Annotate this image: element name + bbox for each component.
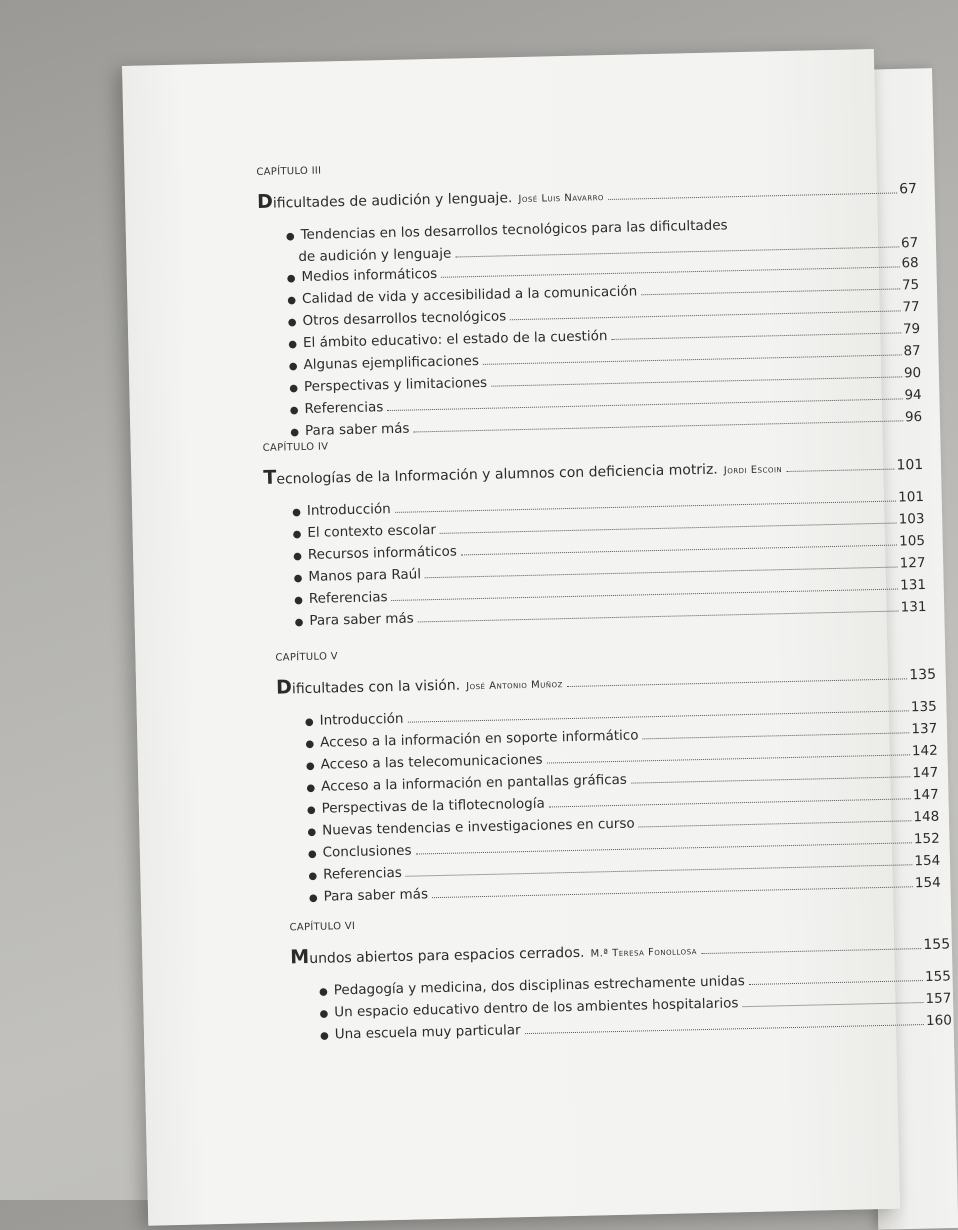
entry-title: Conclusiones <box>322 842 412 861</box>
entry-title: Para saber más <box>304 420 410 439</box>
page-number: 147 <box>912 786 939 804</box>
page-number: 79 <box>902 320 921 338</box>
entry-title: Introducción <box>306 501 391 519</box>
page-number: 75 <box>901 276 920 294</box>
bullet-icon: ● <box>288 339 298 351</box>
bullet-icon: ● <box>307 848 317 860</box>
page-number: 101 <box>896 456 924 474</box>
page-number: 105 <box>899 532 926 550</box>
dot-leader <box>461 545 897 556</box>
chapter-6 <box>289 907 952 1047</box>
entry-title: Acceso a la información en pantallas gráficas <box>320 771 628 795</box>
bullet-icon: ● <box>319 1008 329 1020</box>
entry-title: Referencias <box>304 399 384 417</box>
bullet-icon: ● <box>285 231 295 243</box>
page-number: 155 <box>923 936 951 954</box>
dot-leader <box>547 754 910 763</box>
chapter-title: Dificultades de audición y lenguaje. <box>256 190 513 213</box>
bullet-icon: ● <box>305 760 315 773</box>
dot-leader <box>432 886 913 898</box>
entry-title: Nuevas tendencias e investigaciones en curso <box>321 815 635 839</box>
chapter-author: Jordi Escoin <box>723 464 783 477</box>
entry-title: Pedagogía y medicina, dos disciplinas estrechamente unidas <box>333 973 745 999</box>
page-number: 77 <box>902 298 920 316</box>
bullet-icon: ● <box>294 617 304 629</box>
book-page <box>122 49 953 1226</box>
entry-title: El contexto escolar <box>307 521 437 541</box>
bullet-icon: ● <box>293 573 303 585</box>
section-list <box>291 966 952 1047</box>
entry-title: Acceso a la información en soporte informático <box>319 727 639 751</box>
page-number: 137 <box>911 720 938 738</box>
section-list <box>258 211 923 444</box>
entry-title: Acceso a las telecomunicaciones <box>320 751 543 773</box>
page-number: 148 <box>913 808 940 826</box>
page-number: 135 <box>910 698 937 716</box>
page-number: 87 <box>903 342 921 360</box>
bullet-icon: ● <box>287 295 297 307</box>
chapter-title: Mundos abiertos para espacios cerrados. <box>290 944 585 969</box>
chapter-3 <box>256 152 922 444</box>
dot-leader <box>639 820 912 827</box>
entry-title: Tendencias en los desarrollos tecnológicos para las dificultades <box>300 217 728 243</box>
dot-leader <box>701 948 921 954</box>
dot-leader <box>742 1002 923 1007</box>
dot-leader <box>643 732 910 739</box>
bullet-icon: ● <box>308 892 318 904</box>
chapter-title-row <box>276 663 936 702</box>
page-number: 90 <box>903 364 922 382</box>
chapter-title: Tecnologías de la Información y alumnos con deficiencia motriz. <box>263 461 718 489</box>
page-number: 67 <box>900 234 919 252</box>
page-number: 157 <box>925 990 952 1008</box>
dot-leader <box>483 354 902 364</box>
dot-leader <box>549 798 911 807</box>
entry-title: Para saber más <box>309 610 414 629</box>
page-number: 142 <box>911 742 938 760</box>
chapter-label: CAPÍTULO V <box>275 651 338 664</box>
bullet-icon: ● <box>289 383 299 395</box>
dot-leader <box>786 469 894 472</box>
bullet-icon: ● <box>319 1030 329 1042</box>
entry-title: Otros desarrollos tecnológicos <box>302 308 507 329</box>
chapter-5 <box>275 638 941 910</box>
page-number: 96 <box>904 408 923 426</box>
page-number: 67 <box>898 180 918 198</box>
entry-title: Perspectivas de la tiflotecnología <box>321 795 545 817</box>
page-number: 154 <box>914 874 941 892</box>
chapter-title: Dificultades con la visión. <box>275 676 461 699</box>
entry-title: Medios informáticos <box>301 265 438 285</box>
dot-leader <box>641 288 900 295</box>
bullet-icon: ● <box>292 529 302 541</box>
entry-title: El ámbito educativo: el estado de la cuestión <box>302 328 608 351</box>
chapter-title-row <box>263 453 923 492</box>
dot-leader <box>608 192 897 200</box>
entry-title: Un espacio educativo dentro de los ambientes hospitalarios <box>334 995 739 1021</box>
bullet-icon: ● <box>288 361 298 373</box>
dot-leader <box>491 376 902 386</box>
dot-leader <box>525 1024 924 1034</box>
chapter-4 <box>263 428 927 634</box>
entry-title: Algunas ejemplificaciones <box>303 352 480 373</box>
page-number: 155 <box>924 968 952 986</box>
dot-leader <box>418 611 899 623</box>
bullet-icon: ● <box>294 595 304 607</box>
chapter-title-row <box>290 932 950 971</box>
page-number: 94 <box>904 386 922 404</box>
bullet-icon: ● <box>318 986 328 998</box>
section-list <box>277 697 941 910</box>
entry-title-continued: de audición y lenguaje <box>298 245 452 266</box>
page-number: 160 <box>925 1012 953 1030</box>
page-number: 103 <box>898 510 925 528</box>
page-number: 127 <box>899 554 926 572</box>
bullet-icon: ● <box>287 317 297 329</box>
page-number: 68 <box>901 254 919 272</box>
page-number: 131 <box>900 576 927 594</box>
entry-title: Una escuela muy particular <box>334 1022 521 1043</box>
bullet-icon: ● <box>293 551 303 563</box>
entry-title: Para saber más <box>323 886 429 905</box>
entry-title: Recursos informáticos <box>307 543 458 563</box>
page-number: 135 <box>909 666 937 684</box>
dot-leader <box>612 332 902 340</box>
entry-title: Calidad de vida y accesibilidad a la comunicación <box>301 283 638 307</box>
chapter-label: CAPÍTULO VI <box>289 920 356 934</box>
chapter-title-row <box>257 177 917 216</box>
bullet-icon: ● <box>292 507 302 519</box>
entry-title: Manos para Raúl <box>308 566 422 585</box>
bullet-icon: ● <box>304 716 314 729</box>
dot-leader <box>749 980 923 985</box>
chapter-author: José Antonio Muñoz <box>466 679 563 693</box>
page-number: 131 <box>900 598 927 616</box>
bullet-icon: ● <box>289 405 299 417</box>
bullet-icon: ● <box>306 782 316 795</box>
page-number: 152 <box>913 830 940 848</box>
dot-leader <box>567 678 908 687</box>
page-number: 154 <box>914 852 941 870</box>
entry-title: Referencias <box>308 589 388 607</box>
section-list <box>264 487 927 634</box>
entry-title: Perspectivas y limitaciones <box>303 374 488 395</box>
chapter-label: CAPÍTULO III <box>256 165 322 178</box>
entry-title: Introducción <box>319 710 404 729</box>
chapter-label: CAPÍTULO IV <box>262 441 329 454</box>
bullet-icon: ● <box>306 804 316 816</box>
bullet-icon: ● <box>290 427 300 439</box>
dot-leader <box>631 776 911 783</box>
chapter-author: José Luis Navarro <box>518 192 605 206</box>
bullet-icon: ● <box>286 273 296 285</box>
bullet-icon: ● <box>308 870 318 882</box>
bullet-icon: ● <box>307 826 317 838</box>
entry-title: Referencias <box>322 864 403 883</box>
page-number: 147 <box>912 764 939 782</box>
dot-leader <box>510 310 900 320</box>
page-number: 101 <box>898 488 925 506</box>
chapter-author: M.ª Teresa Fonollosa <box>590 946 698 960</box>
bullet-icon: ● <box>305 738 315 751</box>
